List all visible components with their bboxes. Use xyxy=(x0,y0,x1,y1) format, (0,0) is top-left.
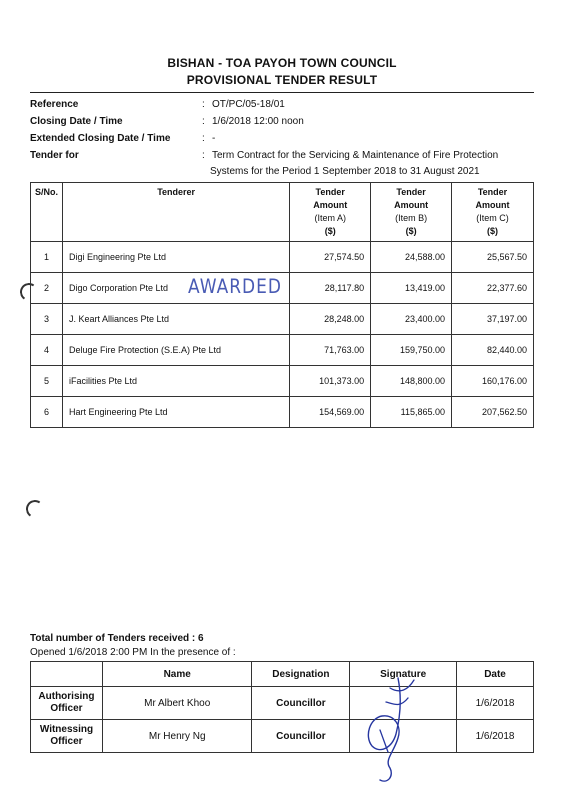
awarded-stamp: AWARDED xyxy=(188,275,282,299)
header-sno: S/No. xyxy=(31,183,63,242)
officer-row xyxy=(31,720,534,753)
officer-role xyxy=(31,687,103,720)
row-amount-b: 24,588.00 xyxy=(371,242,452,273)
header-item-c-title: Tender Amount xyxy=(475,187,510,210)
table-row xyxy=(31,273,534,304)
punch-hole-mark xyxy=(25,499,46,520)
officer-designation: Councillor xyxy=(252,687,350,720)
row-tenderer: iFacilities Pte Ltd xyxy=(62,366,289,397)
handwritten-signature xyxy=(350,668,430,788)
closing-value: 1/6/2018 12:00 noon xyxy=(212,116,304,127)
table-row xyxy=(31,304,534,335)
table-row xyxy=(31,335,534,366)
row-amount-c: 207,562.50 xyxy=(452,397,534,428)
row-amount-a: 28,248.00 xyxy=(290,304,371,335)
header-item-b-label: (Item B) xyxy=(395,213,428,223)
document-title: PROVISIONAL TENDER RESULT xyxy=(186,73,378,87)
row-amount-a: 71,763.00 xyxy=(290,335,371,366)
row-tenderer: J. Keart Alliances Pte Ltd xyxy=(62,304,289,335)
row-amount-a: 101,373.00 xyxy=(290,366,371,397)
officers-table xyxy=(30,661,534,753)
header-item-c-label: (Item C) xyxy=(476,213,509,223)
header-item-a-title: Tender Amount xyxy=(313,187,348,210)
header-item-a-label: (Item A) xyxy=(314,213,346,223)
officer-role xyxy=(31,720,103,753)
reference-label: Reference xyxy=(30,99,79,110)
row-amount-b: 23,400.00 xyxy=(371,304,452,335)
officer-date: 1/6/2018 xyxy=(457,720,534,753)
tender-for-line2: Systems for the Period 1 September 2018 to 31 August 2021 xyxy=(210,166,480,177)
officers-header-row xyxy=(31,662,534,687)
officers-header-name: Name xyxy=(102,662,252,687)
officer-role-line2: Officer xyxy=(50,703,83,714)
tender-for-line1: Term Contract for the Servicing & Maintenance of Fire Protection xyxy=(212,150,499,161)
table-row xyxy=(31,397,534,428)
row-sno: 5 xyxy=(31,366,63,397)
row-sno: 6 xyxy=(31,397,63,428)
row-amount-a: 27,574.50 xyxy=(290,242,371,273)
row-sno: 1 xyxy=(31,242,63,273)
row-amount-a: 154,569.00 xyxy=(290,397,371,428)
officers-header-date: Date xyxy=(457,662,534,687)
row-amount-c: 25,567.50 xyxy=(452,242,534,273)
row-amount-c: 160,176.00 xyxy=(452,366,534,397)
council-title: BISHAN - TOA PAYOH TOWN COUNCIL xyxy=(167,56,397,70)
officer-designation: Councillor xyxy=(252,720,350,753)
header-item-a xyxy=(290,183,371,242)
row-tenderer: Digo Corporation Pte Ltd xyxy=(62,273,289,304)
header-tenderer: Tenderer xyxy=(62,183,289,242)
header-item-b xyxy=(371,183,452,242)
officer-name: Mr Albert Khoo xyxy=(102,687,252,720)
row-amount-a: 28,117.80 xyxy=(290,273,371,304)
row-amount-b: 148,800.00 xyxy=(371,366,452,397)
row-amount-b: 13,419.00 xyxy=(371,273,452,304)
officer-role-line1: Authorising xyxy=(38,691,95,702)
header-item-c xyxy=(452,183,534,242)
officer-row xyxy=(31,687,534,720)
officers-header-role xyxy=(31,662,103,687)
officers-header-designation: Designation xyxy=(252,662,350,687)
row-tenderer: Digi Engineering Pte Ltd xyxy=(62,242,289,273)
officer-date: 1/6/2018 xyxy=(457,687,534,720)
table-header-row xyxy=(31,183,534,242)
row-sno: 4 xyxy=(31,335,63,366)
row-sno: 2 xyxy=(31,273,63,304)
header-item-b-title: Tender Amount xyxy=(394,187,429,210)
header-item-a-currency: ($) xyxy=(324,226,336,236)
row-amount-c: 82,440.00 xyxy=(452,335,534,366)
colon: : xyxy=(202,99,205,110)
total-tenders: Total number of Tenders received : 6 xyxy=(30,633,204,644)
row-tenderer: Deluge Fire Protection (S.E.A) Pte Ltd xyxy=(62,335,289,366)
table-row xyxy=(31,366,534,397)
row-amount-b: 159,750.00 xyxy=(371,335,452,366)
row-amount-c: 37,197.00 xyxy=(452,304,534,335)
row-sno: 3 xyxy=(31,304,63,335)
officer-name: Mr Henry Ng xyxy=(102,720,252,753)
tender-table xyxy=(30,182,534,428)
row-tenderer: Hart Engineering Pte Ltd xyxy=(62,397,289,428)
extended-closing-value: - xyxy=(212,133,216,144)
extended-closing-label: Extended Closing Date / Time xyxy=(30,133,171,144)
officer-role-line1: Witnessing xyxy=(39,724,94,735)
row-amount-b: 115,865.00 xyxy=(371,397,452,428)
officer-role-line2: Officer xyxy=(50,736,83,747)
opened-statement: Opened 1/6/2018 2:00 PM In the presence of : xyxy=(30,647,236,658)
reference-value: OT/PC/05-18/01 xyxy=(212,99,285,110)
colon: : xyxy=(202,133,205,144)
closing-label: Closing Date / Time xyxy=(30,116,123,127)
colon: : xyxy=(202,116,205,127)
row-amount-c: 22,377.60 xyxy=(452,273,534,304)
header-item-b-currency: ($) xyxy=(405,226,417,236)
header-divider xyxy=(30,92,534,93)
tender-for-label: Tender for xyxy=(30,150,79,161)
header-item-c-currency: ($) xyxy=(487,226,499,236)
colon: : xyxy=(202,150,205,161)
table-row xyxy=(31,242,534,273)
officers-header-signature: Signature xyxy=(350,662,457,687)
